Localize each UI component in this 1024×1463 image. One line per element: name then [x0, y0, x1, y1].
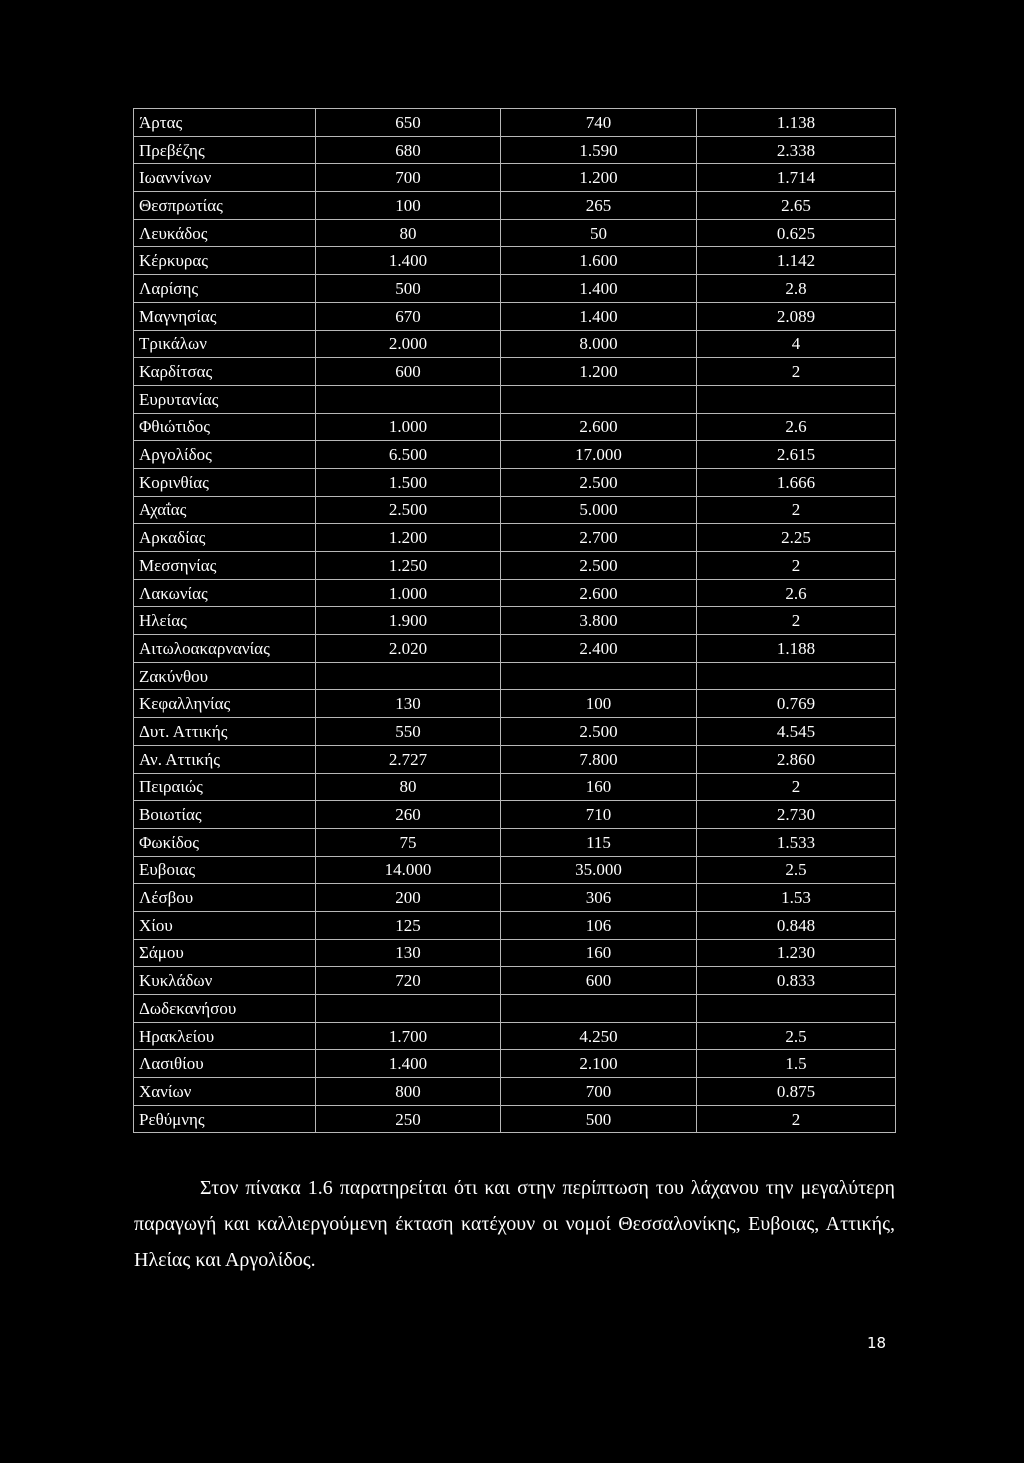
table-row [134, 607, 896, 635]
region-name-cell: Δωδεκανήσου [134, 995, 316, 1023]
value-cell-1: 14.000 [316, 856, 501, 884]
region-name-cell: Καρδίτσας [134, 358, 316, 386]
value-cell-1 [316, 662, 501, 690]
value-cell-3: 2 [697, 1105, 896, 1133]
table-row [134, 413, 896, 441]
value-cell-3: 2.860 [697, 745, 896, 773]
value-cell-2: 2.500 [501, 468, 697, 496]
value-cell-2: 1.600 [501, 247, 697, 275]
value-cell-1: 700 [316, 164, 501, 192]
value-cell-1: 600 [316, 358, 501, 386]
table-row [134, 385, 896, 413]
table-row [134, 330, 896, 358]
value-cell-1: 1.500 [316, 468, 501, 496]
region-name-cell: Σάμου [134, 939, 316, 967]
value-cell-2: 700 [501, 1078, 697, 1106]
value-cell-3: 1.714 [697, 164, 896, 192]
table-row [134, 524, 896, 552]
value-cell-3: 0.769 [697, 690, 896, 718]
region-name-cell: Αχαΐας [134, 496, 316, 524]
value-cell-1: 680 [316, 136, 501, 164]
value-cell-3 [697, 385, 896, 413]
table-row [134, 662, 896, 690]
table-row [134, 1050, 896, 1078]
value-cell-3: 0.833 [697, 967, 896, 995]
region-name-cell: Μεσσηνίας [134, 552, 316, 580]
value-cell-2: 2.700 [501, 524, 697, 552]
region-name-cell: Αν. Αττικής [134, 745, 316, 773]
region-name-cell: Κυκλάδων [134, 967, 316, 995]
table-row [134, 275, 896, 303]
value-cell-3: 0.875 [697, 1078, 896, 1106]
value-cell-3: 2.5 [697, 856, 896, 884]
value-cell-3: 2.6 [697, 413, 896, 441]
region-name-cell: Ρεθύμνης [134, 1105, 316, 1133]
value-cell-2: 500 [501, 1105, 697, 1133]
table-row [134, 690, 896, 718]
value-cell-1: 80 [316, 773, 501, 801]
region-name-cell: Θεσπρωτίας [134, 192, 316, 220]
value-cell-1 [316, 385, 501, 413]
value-cell-1: 100 [316, 192, 501, 220]
value-cell-3: 1.666 [697, 468, 896, 496]
value-cell-2: 17.000 [501, 441, 697, 469]
region-name-cell: Κέρκυρας [134, 247, 316, 275]
value-cell-3: 2 [697, 773, 896, 801]
table-row [134, 302, 896, 330]
table-row [134, 219, 896, 247]
value-cell-1: 80 [316, 219, 501, 247]
region-name-cell: Αργολίδος [134, 441, 316, 469]
value-cell-2: 4.250 [501, 1022, 697, 1050]
value-cell-1: 130 [316, 690, 501, 718]
value-cell-2: 106 [501, 911, 697, 939]
region-name-cell: Κορινθίας [134, 468, 316, 496]
value-cell-2: 1.590 [501, 136, 697, 164]
value-cell-2: 1.200 [501, 164, 697, 192]
region-name-cell: Χίου [134, 911, 316, 939]
table-row [134, 995, 896, 1023]
region-name-cell: Κεφαλληνίας [134, 690, 316, 718]
value-cell-2: 2.600 [501, 413, 697, 441]
table-row [134, 745, 896, 773]
table-row [134, 939, 896, 967]
table-row [134, 496, 896, 524]
table-row [134, 911, 896, 939]
region-name-cell: Λευκάδος [134, 219, 316, 247]
value-cell-2 [501, 385, 697, 413]
table-row [134, 967, 896, 995]
region-name-cell: Άρτας [134, 109, 316, 137]
region-name-cell: Ευβοιας [134, 856, 316, 884]
value-cell-2: 115 [501, 828, 697, 856]
value-cell-2: 8.000 [501, 330, 697, 358]
region-name-cell: Λέσβου [134, 884, 316, 912]
value-cell-1: 2.000 [316, 330, 501, 358]
table-row [134, 247, 896, 275]
value-cell-1: 2.020 [316, 635, 501, 663]
table-row [134, 109, 896, 137]
region-name-cell: Χανίων [134, 1078, 316, 1106]
table-row [134, 718, 896, 746]
table-row [134, 164, 896, 192]
value-cell-3: 1.138 [697, 109, 896, 137]
table-row [134, 773, 896, 801]
region-name-cell: Ηρακλείου [134, 1022, 316, 1050]
value-cell-3: 4.545 [697, 718, 896, 746]
table-row [134, 635, 896, 663]
value-cell-1: 2.727 [316, 745, 501, 773]
value-cell-1: 1.700 [316, 1022, 501, 1050]
value-cell-3: 2 [697, 496, 896, 524]
value-cell-1: 550 [316, 718, 501, 746]
value-cell-3: 2.5 [697, 1022, 896, 1050]
table-row [134, 468, 896, 496]
value-cell-1: 130 [316, 939, 501, 967]
value-cell-3: 0.848 [697, 911, 896, 939]
table-row [134, 1022, 896, 1050]
region-name-cell: Φθιώτιδος [134, 413, 316, 441]
value-cell-2: 2.600 [501, 579, 697, 607]
value-cell-3: 2.8 [697, 275, 896, 303]
table-row [134, 884, 896, 912]
value-cell-2: 2.400 [501, 635, 697, 663]
value-cell-1 [316, 995, 501, 1023]
value-cell-2: 2.500 [501, 718, 697, 746]
region-name-cell: Λαρίσης [134, 275, 316, 303]
table-row [134, 136, 896, 164]
value-cell-3: 2.6 [697, 579, 896, 607]
value-cell-1: 6.500 [316, 441, 501, 469]
region-name-cell: Ζακύνθου [134, 662, 316, 690]
value-cell-1: 800 [316, 1078, 501, 1106]
body-paragraph: Στον πίνακα 1.6 παρατηρείται ότι και στην περίπτωση του λάχανου την μεγαλύτερη παραγωγή και καλλιεργούμενη έκταση κατέχουν οι νομοί Θεσσαλονίκης, Ευβοιας, Αττικής, Ηλείας και Αργολίδος. [134, 1177, 895, 1271]
value-cell-2: 1.400 [501, 302, 697, 330]
value-cell-1: 670 [316, 302, 501, 330]
value-cell-2: 5.000 [501, 496, 697, 524]
region-name-cell: Δυτ. Αττικής [134, 718, 316, 746]
value-cell-3: 2.615 [697, 441, 896, 469]
value-cell-3: 1.5 [697, 1050, 896, 1078]
value-cell-3 [697, 995, 896, 1023]
value-cell-2: 2.100 [501, 1050, 697, 1078]
value-cell-2: 710 [501, 801, 697, 829]
value-cell-1: 200 [316, 884, 501, 912]
value-cell-3: 2.338 [697, 136, 896, 164]
value-cell-2: 35.000 [501, 856, 697, 884]
value-cell-1: 2.500 [316, 496, 501, 524]
region-name-cell: Ηλείας [134, 607, 316, 635]
value-cell-2: 2.500 [501, 552, 697, 580]
value-cell-3: 2.25 [697, 524, 896, 552]
table-body [134, 109, 896, 1133]
value-cell-1: 75 [316, 828, 501, 856]
value-cell-1: 1.200 [316, 524, 501, 552]
value-cell-1: 1.400 [316, 1050, 501, 1078]
value-cell-3: 2.089 [697, 302, 896, 330]
value-cell-1: 1.000 [316, 579, 501, 607]
value-cell-2: 740 [501, 109, 697, 137]
value-cell-3: 4 [697, 330, 896, 358]
region-name-cell: Μαγνησίας [134, 302, 316, 330]
value-cell-3: 1.53 [697, 884, 896, 912]
value-cell-2: 306 [501, 884, 697, 912]
value-cell-3: 2 [697, 358, 896, 386]
value-cell-1: 1.250 [316, 552, 501, 580]
value-cell-3: 2 [697, 607, 896, 635]
table-row [134, 441, 896, 469]
value-cell-1: 500 [316, 275, 501, 303]
region-name-cell: Τρικάλων [134, 330, 316, 358]
value-cell-2: 100 [501, 690, 697, 718]
value-cell-3: 2 [697, 552, 896, 580]
region-name-cell: Ευρυτανίας [134, 385, 316, 413]
region-name-cell: Λασιθίου [134, 1050, 316, 1078]
table-row [134, 856, 896, 884]
value-cell-1: 720 [316, 967, 501, 995]
value-cell-3 [697, 662, 896, 690]
value-cell-2: 160 [501, 939, 697, 967]
table-row [134, 358, 896, 386]
value-cell-2: 1.200 [501, 358, 697, 386]
page-number: 18 [867, 1334, 887, 1352]
region-name-cell: Βοιωτίας [134, 801, 316, 829]
value-cell-2 [501, 662, 697, 690]
value-cell-2 [501, 995, 697, 1023]
production-table [133, 108, 896, 1133]
value-cell-1: 250 [316, 1105, 501, 1133]
region-name-cell: Φωκίδος [134, 828, 316, 856]
value-cell-1: 1.900 [316, 607, 501, 635]
value-cell-2: 3.800 [501, 607, 697, 635]
region-name-cell: Πειραιώς [134, 773, 316, 801]
region-name-cell: Λακωνίας [134, 579, 316, 607]
region-name-cell: Αρκαδίας [134, 524, 316, 552]
value-cell-2: 7.800 [501, 745, 697, 773]
value-cell-2: 50 [501, 219, 697, 247]
value-cell-3: 1.188 [697, 635, 896, 663]
value-cell-1: 1.400 [316, 247, 501, 275]
value-cell-3: 2.730 [697, 801, 896, 829]
value-cell-3: 0.625 [697, 219, 896, 247]
value-cell-1: 260 [316, 801, 501, 829]
value-cell-1: 125 [316, 911, 501, 939]
value-cell-2: 600 [501, 967, 697, 995]
value-cell-2: 1.400 [501, 275, 697, 303]
value-cell-2: 160 [501, 773, 697, 801]
value-cell-3: 1.230 [697, 939, 896, 967]
value-cell-3: 2.65 [697, 192, 896, 220]
value-cell-3: 1.142 [697, 247, 896, 275]
value-cell-3: 1.533 [697, 828, 896, 856]
region-name-cell: Ιωαννίνων [134, 164, 316, 192]
table-row [134, 1105, 896, 1133]
region-name-cell: Αιτωλοακαρνανίας [134, 635, 316, 663]
region-name-cell: Πρεβέζης [134, 136, 316, 164]
table-row [134, 579, 896, 607]
table-row [134, 828, 896, 856]
table-row [134, 1078, 896, 1106]
value-cell-1: 650 [316, 109, 501, 137]
table-row [134, 552, 896, 580]
table-row [134, 192, 896, 220]
value-cell-1: 1.000 [316, 413, 501, 441]
table-row [134, 801, 896, 829]
value-cell-2: 265 [501, 192, 697, 220]
